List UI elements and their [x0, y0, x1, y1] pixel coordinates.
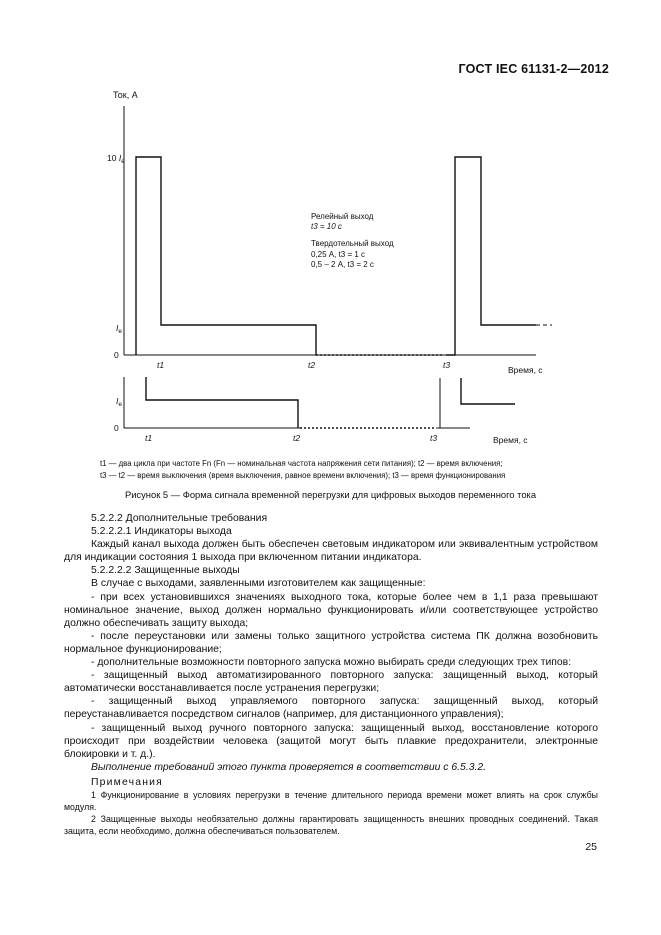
overload-waveform-figure — [0, 0, 661, 460]
subsection-heading: 5.2.2.2.2 Защищенные выходы — [91, 565, 240, 577]
lower-waveform — [146, 377, 298, 428]
paragraph: Каждый канал выхода должен быть обеспечен световым индикатором или эквивалентным устройством для индикации состояния 1 выхода при включенном питании индикатора. — [64, 539, 598, 564]
list-item: - защищенный выход управляемого повторного запуска: защищенный выход, который переустанавливается посредством сигналов (например, для дистанционного управления); — [64, 696, 598, 721]
legend-line: t1 — два цикла при частоте Fn (Fn — номинальная частота напряжения сети питания); t2 — время включения; — [100, 459, 503, 468]
x-axis-label: Время, с — [508, 365, 543, 375]
page-number: 25 — [585, 841, 597, 853]
label-ie: $I_e$ — [116, 323, 122, 335]
legend-line: t3 — t2 — время выключения (время выключения, равное времени включения); t3 — время функционирования — [100, 471, 506, 480]
notes-heading: Примечания — [91, 776, 163, 788]
note-relay-value: t3 = 10 с — [311, 222, 342, 231]
figure-caption: Рисунок 5 — Форма сигнала временной перегрузки для цифровых выходов переменного тока — [124, 489, 537, 500]
note-solid-line1: 0,25 А, t3 = 1 с — [311, 250, 366, 259]
lower-waveform-repeat — [461, 378, 515, 404]
figure-legend — [100, 458, 570, 482]
tick-t3: t3 — [443, 360, 451, 370]
upper-waveform — [136, 157, 316, 355]
note-relay-title: Релейный выход — [311, 212, 374, 221]
section-heading: 5.2.2.2 Дополнительные требования — [91, 513, 268, 524]
tick-t1-lower: t1 — [145, 433, 153, 443]
paragraph: В случае с выходами, заявленными изготовителем как защищенные: — [91, 578, 426, 590]
label-ie-lower: $I_e$ — [116, 396, 122, 408]
body-text — [64, 512, 598, 837]
list-item: - при всех установившихся значениях выходного тока, которые более чем в 1,1 раза превышают номинальное значение, выход должен нормально функционировать и/или соответствующее устройство должно обеспечивать защиту выхода; — [64, 591, 598, 629]
upper-waveform-repeat — [446, 157, 536, 355]
list-item: - дополнительные возможности повторного запуска можно выбирать среди следующих трех типов: — [91, 657, 572, 669]
list-item: - защищенный выход автоматизированного повторного запуска: защищенный выход, который автоматически восстанавливается после устранения перегрузки; — [64, 670, 598, 695]
y-axis-label: Ток, А — [113, 90, 138, 100]
subsection-heading: 5.2.2.2.1 Индикаторы выхода — [91, 526, 232, 538]
tick-t1: t1 — [157, 360, 165, 370]
list-item: - после переустановки или замены только защитного устройства система ПК должна возобновить нормальное функционирование; — [64, 630, 598, 655]
note: 2 Защищенные выходы необязательно должны гарантировать защищенность внешних проводных соединений. Такая защита, если необходимо, должна обеспечиваться пользователем. — [64, 813, 598, 836]
document-header: ГОСТ IEC 61131-2—2012 — [458, 62, 609, 76]
note: 1 Функционирование в условиях перегрузки в течение длительного периода времени может влиять на срок службы модуля. — [64, 789, 598, 812]
list-item: - защищенный выход ручного повторного запуска: защищенный выход, восстановление которого происходит при воздействии человека (защитой могут быть плавкие предохранители, электронные блокировки и т. д.). — [64, 722, 598, 760]
verification-statement: Выполнение требований этого пункта проверяется в соответствии с 6.5.3.2. — [91, 761, 487, 773]
x-axis-label-lower: Время, с — [493, 435, 528, 445]
tick-t2: t2 — [308, 360, 316, 370]
tick-t2-lower: t2 — [293, 433, 301, 443]
tick-t3-lower: t3 — [430, 433, 438, 443]
label-10-ie: 10 $I_e$ — [107, 153, 125, 165]
note-solid-line2: 0,5 – 2 А, t3 = 2 с — [311, 260, 374, 269]
label-zero-lower: 0 — [114, 423, 119, 433]
label-zero: 0 — [114, 350, 119, 360]
note-solid-title: Твердотельный выход — [311, 239, 394, 248]
